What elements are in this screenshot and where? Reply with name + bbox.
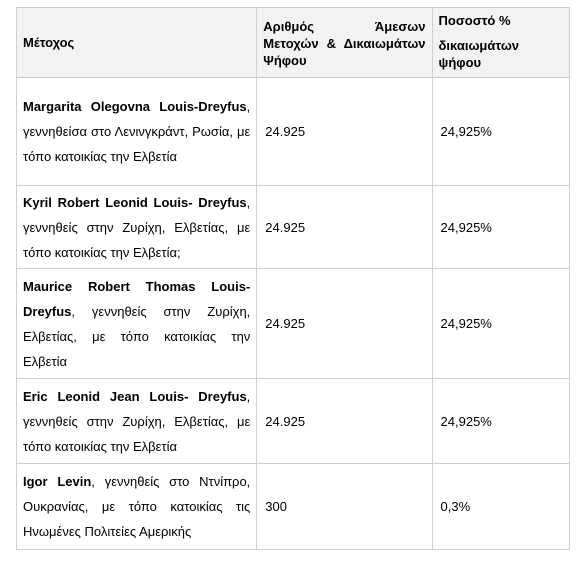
holder-details: , γεννηθείς στην Ζυρίχη, Ελβετίας, με τόπο κατοικίας την Ελβετία; (23, 194, 251, 260)
shares-cell: 24.925 (257, 78, 432, 186)
holder-cell (17, 78, 257, 186)
shares-cell: 24.925 (257, 186, 432, 269)
header-percent (432, 8, 569, 78)
header-percent-line2: δικαιωμάτων ψήφου (438, 38, 520, 70)
shares-cell: 24.925 (257, 269, 432, 379)
percent-cell: 24,925% (432, 269, 569, 379)
holder-cell (17, 186, 257, 269)
holder-name: Kyril Robert Leonid Louis- Dreyfus (23, 194, 247, 210)
header-shares: Αριθμός Άμεσων Μετοχών & Δικαιωμάτων Ψήφου (257, 8, 432, 78)
percent-cell: 24,925% (432, 379, 569, 464)
table-row (17, 269, 570, 379)
table-row (17, 379, 570, 464)
percent-cell: 0,3% (432, 464, 569, 550)
holder-cell (17, 269, 257, 379)
table-row (17, 464, 570, 550)
holder-name: Margarita Olegovna Louis-Dreyfus (23, 99, 247, 114)
header-holder: Μέτοχος (17, 8, 257, 78)
header-percent-line1: Ποσοστό % (438, 13, 511, 28)
holder-cell (17, 379, 257, 464)
table-row (17, 186, 570, 269)
holder-details: , γεννηθείσα στο Λενινγκράντ, Ρωσία, με τόπο κατοικίας την Ελβετία (23, 99, 251, 164)
holder-details: , γεννηθείς στην Ζυρίχη, Ελβετίας, με τόπο κατοικίας την Ελβετία (23, 388, 251, 454)
holder-details: , γεννηθείς στην Ζυρίχη, Ελβετίας, με τόπο κατοικίας την Ελβετία (23, 303, 251, 369)
table-header-row (17, 8, 570, 78)
holder-cell (17, 464, 257, 550)
holder-name: Igor Levin (23, 474, 92, 489)
table-row (17, 78, 570, 186)
percent-cell: 24,925% (432, 186, 569, 269)
percent-cell: 24,925% (432, 78, 569, 186)
shares-cell: 24.925 (257, 379, 432, 464)
holder-details: , γεννηθείς στο Ντνίπρο, Ουκρανίας, με τόπο κατοικίας τις Ηνωμένες Πολιτείες Αμερικής (23, 474, 251, 539)
holder-name: Maurice Robert Thomas Louis-Dreyfus (23, 278, 251, 319)
shareholder-table (16, 7, 570, 550)
shares-cell: 300 (257, 464, 432, 550)
holder-name: Eric Leonid Jean Louis- Dreyfus (23, 388, 247, 404)
